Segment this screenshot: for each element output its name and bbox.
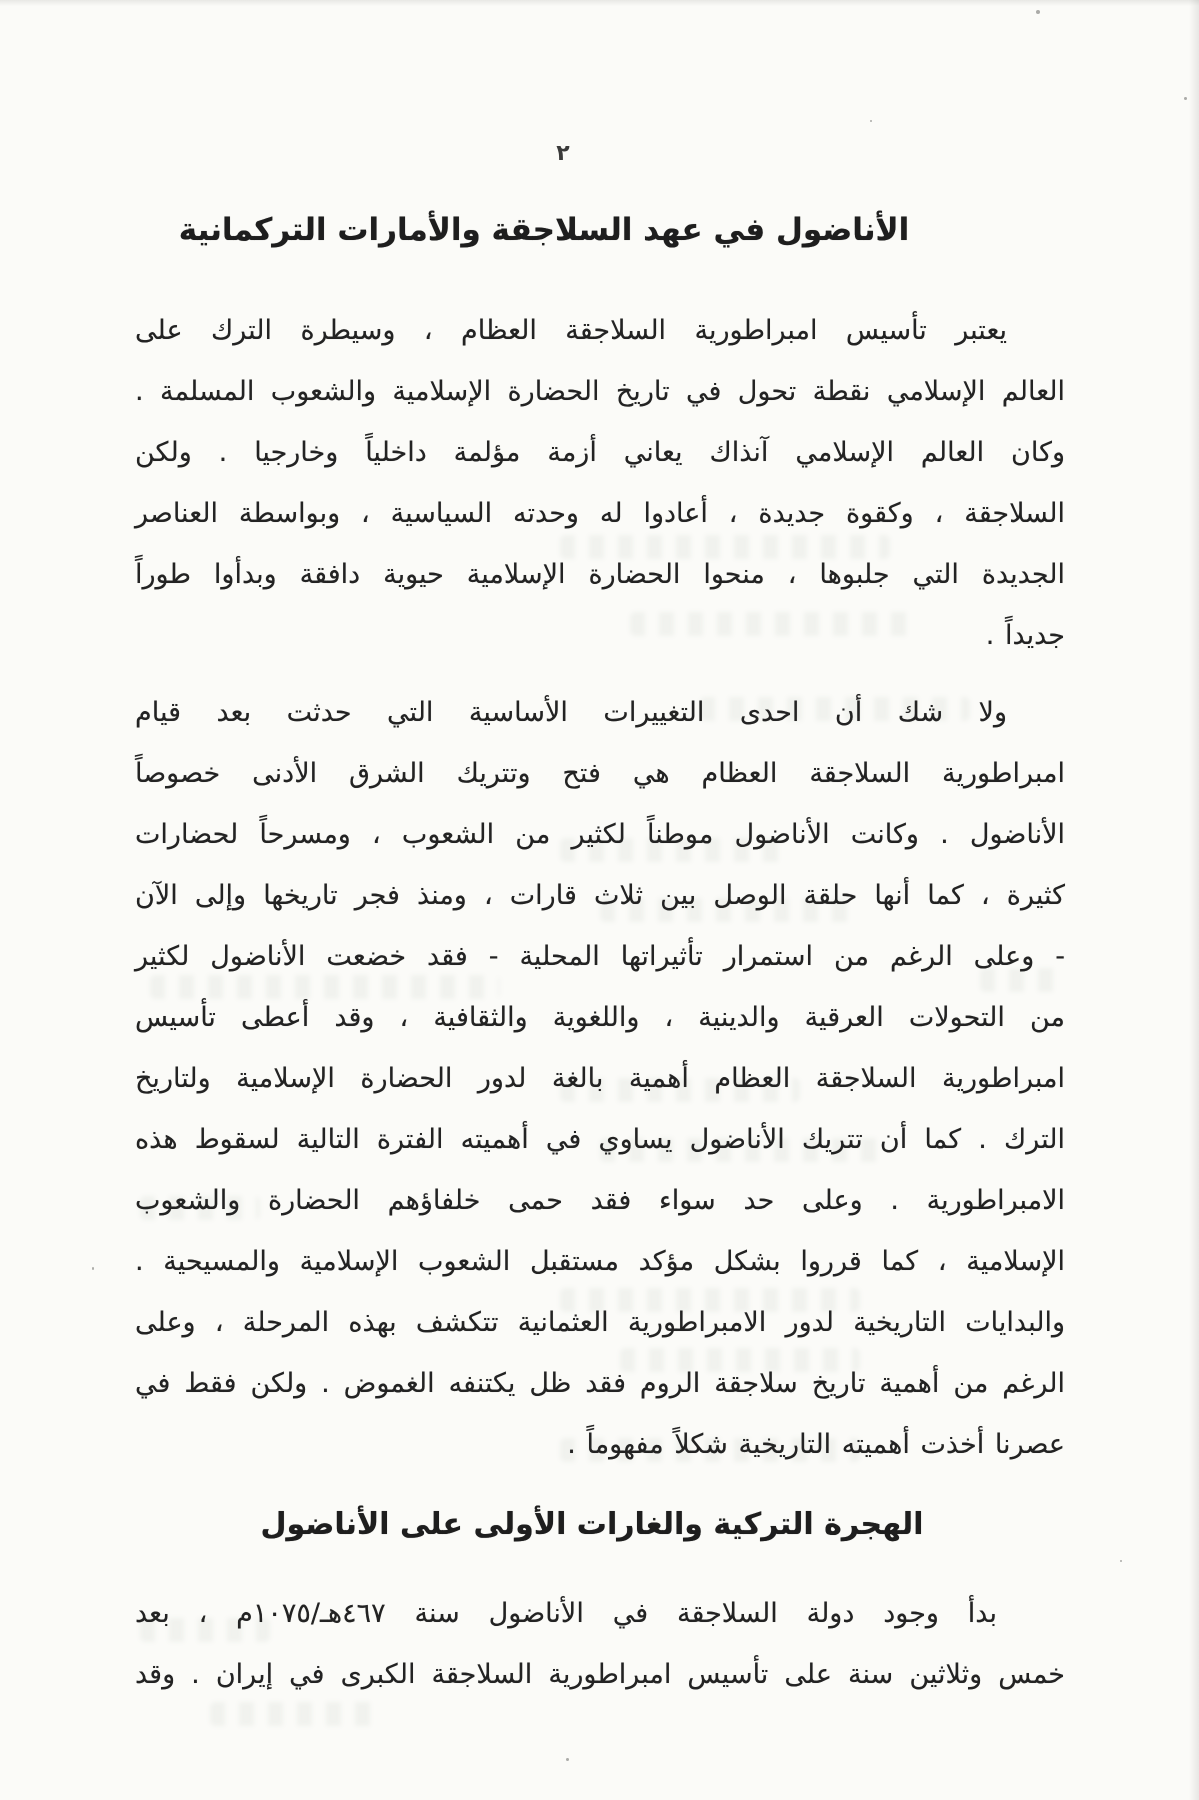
text-line: الترك . كما أن تتريك الأناضول يساوي في أهميته الفترة التالية لسقوط هذه	[135, 1124, 1065, 1155]
text-line: السلاجقة ، وكقوة جديدة ، أعادوا له وحدته السياسية ، وبواسطة العناصر	[135, 498, 1065, 529]
text-line: امبراطورية السلاجقة العظام أهمية بالغة لدور الحضارة الإسلامية ولتاريخ	[135, 1063, 1065, 1094]
text-line: الرغم من أهمية تاريخ سلاجقة الروم فقد ظل يكتنفه الغموض . ولكن فقط في	[135, 1368, 1065, 1399]
paragraph	[135, 300, 1065, 666]
text-line: يعتبر تأسيس امبراطورية السلاجقة العظام ، وسيطرة الترك على	[135, 315, 1007, 346]
paragraph	[135, 1583, 1065, 1705]
text-line: جديداً .	[985, 620, 1065, 651]
text-line: العالم الإسلامي نقطة تحول في تاريخ الحضارة الإسلامية والشعوب المسلمة .	[135, 376, 1065, 407]
text-line: عصرنا أخذت أهميته التاريخية شكلاً مفهوماً .	[567, 1429, 1065, 1460]
scan-speck	[1184, 97, 1187, 100]
text-line: والبدايات التاريخية لدور الامبراطورية العثمانية تتكشف بهذه المرحلة ، وعلى	[135, 1307, 1065, 1338]
text-line: ولا شك أن احدى التغييرات الأساسية التي حدثت بعد قيام	[135, 697, 1007, 728]
text-line: الإسلامية ، كما قرروا بشكل مؤكد مستقبل الشعوب الإسلامية والمسيحية .	[135, 1246, 1065, 1277]
text-line: الجديدة التي جلبوها ، منحوا الحضارة الإسلامية حيوية دافقة وبدأوا طوراً	[135, 559, 1065, 590]
text-line: وكان العالم الإسلامي آنذاك يعاني أزمة مؤلمة داخلياً وخارجيا . ولكن	[135, 437, 1065, 468]
scan-speck	[566, 1758, 569, 1761]
scan-speck	[92, 1267, 94, 1270]
scan-edge-shadow-right	[1189, 0, 1199, 1800]
paragraph	[135, 682, 1065, 1475]
text-line: الأناضول . وكانت الأناضول موطناً لكثير من الشعوب ، ومسرحاً لحضارات	[135, 819, 1065, 850]
text-line: الامبراطورية . وعلى حد سواء فقد حمى خلفاؤهم الحضارة والشعوب	[135, 1185, 1065, 1216]
scan-speck	[1120, 1560, 1122, 1562]
text-line: كثيرة ، كما أنها حلقة الوصل بين ثلاث قارات ، ومنذ فجر تاريخها وإلى الآن	[135, 880, 1065, 911]
page-number: ٢	[556, 141, 570, 166]
text-line: من التحولات العرقية والدينية ، واللغوية والثقافية ، وقد أعطى تأسيس	[135, 1002, 1065, 1033]
chapter-title: الأناضول في عهد السلاجقة والأمارات التركمانية	[178, 212, 910, 248]
text-line: خمس وثلاثين سنة على تأسيس امبراطورية السلاجقة الكبرى في إيران . وقد	[135, 1659, 1065, 1690]
bleed-through-artifact	[210, 1702, 380, 1726]
text-column	[135, 0, 1065, 1705]
text-line: - وعلى الرغم من استمرار تأثيراتها المحلية - فقد خضعت الأناضول لكثير	[135, 941, 1065, 972]
section-heading: الهجرة التركية والغارات الأولى على الأناضول	[260, 1507, 924, 1542]
text-line: بدأ وجود دولة السلاجقة في الأناضول سنة ٤٦٧هـ/١٠٧٥م ، بعد	[135, 1598, 997, 1629]
text-line: امبراطورية السلاجقة العظام هي فتح وتتريك الشرق الأدنى خصوصاً	[135, 758, 1065, 789]
